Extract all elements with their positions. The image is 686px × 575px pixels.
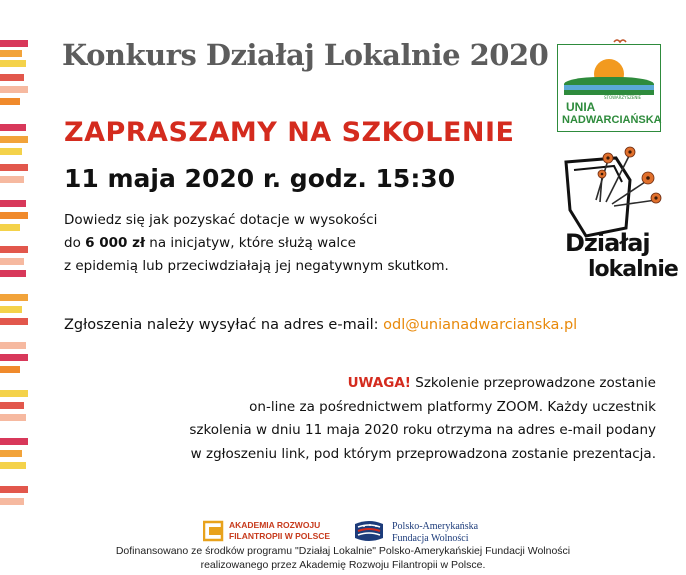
page-title: Konkurs Działaj Lokalnie 2020 — [62, 38, 549, 72]
akademia-logo-icon — [203, 520, 225, 542]
invite-headline: ZAPRASZAMY NA SZKOLENIE — [64, 117, 515, 148]
contact-label: Zgłoszenia należy wysyłać na adres e-mail: — [64, 317, 384, 333]
email-link[interactable]: odl@unianadwarcianska.pl — [383, 317, 578, 333]
warning-label: UWAGA! — [347, 375, 411, 391]
pafw-logo-icon — [352, 518, 386, 544]
akademia-rozwoju-logo: AKADEMIA ROZWOJU FILANTROPII W POLSCE — [203, 519, 333, 543]
description-line-3: z epidemią lub przeciwdziałają jej negatywnym skutkom. — [64, 258, 449, 274]
footer-line-1: Dofinansowano ze środków programu "Działaj Lokalnie" Polsko-Amerykańskiej Fundacji Wolności — [115, 545, 571, 557]
notice-line-1: UWAGA! Szkolenie przeprowadzone zostanie — [347, 375, 656, 391]
footer-line-2: realizowanego przez Akademię Rozwoju Filantropii w Polsce. — [200, 559, 486, 571]
dzialaj-logo-text-1: Działaj — [565, 229, 650, 257]
notice-line-3: szkolenia w dniu 11 maja 2020 roku otrzyma na adres e-mail podany — [189, 422, 656, 438]
unia-nadwarcianska-logo: STOWARZYSZENIE UNIA NADWARCIAŃSKA — [557, 44, 661, 132]
notice-block — [96, 372, 656, 466]
contact-line — [64, 317, 577, 333]
pafw-logo: Polsko-Amerykańska Fundacja Wolności — [352, 516, 522, 546]
grant-amount: 6 000 zł — [85, 235, 145, 251]
notice-line-4: w zgłoszeniu link, pod którym przeprowadzona zostanie prezentacja. — [190, 445, 656, 462]
funding-footer — [0, 544, 686, 572]
description — [64, 209, 449, 278]
event-date: 11 maja 2020 r. godz. 15:30 — [64, 164, 456, 193]
description-line-2: do 6 000 zł na inicjatyw, które służą walce — [64, 235, 356, 251]
notice-line-2: on-line za pośrednictwem platformy ZOOM. Każdy uczestnik — [249, 398, 656, 415]
description-line-1: Dowiedz się jak pozyskać dotacje w wysokości — [64, 212, 378, 228]
dzialaj-logo-text-2: lokalnie — [588, 257, 678, 282]
